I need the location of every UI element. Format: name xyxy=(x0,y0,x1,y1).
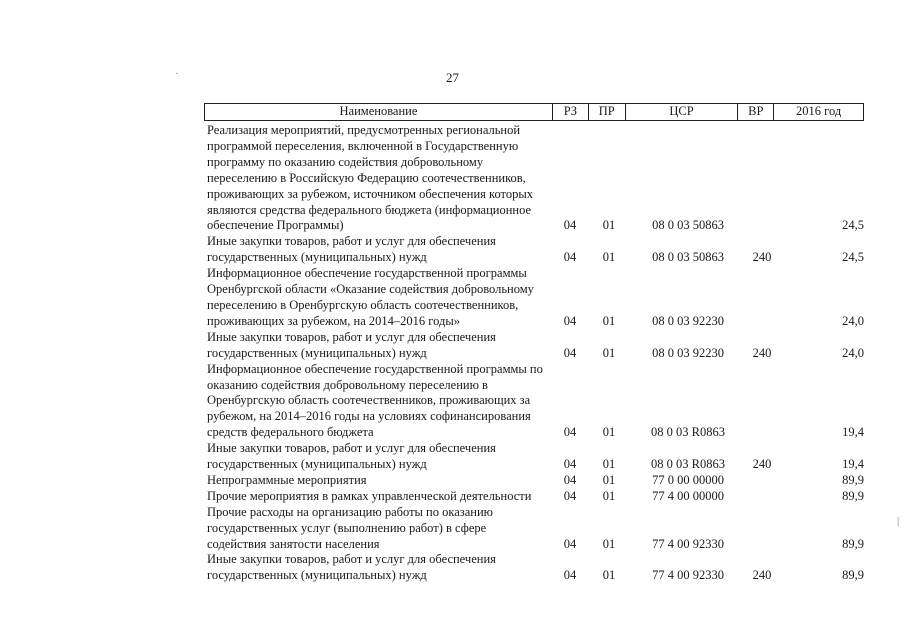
row-name xyxy=(204,552,556,584)
row-rz: 04 xyxy=(563,488,577,503)
row-name xyxy=(204,362,556,442)
row-pr: 01 xyxy=(602,568,616,583)
row-csr: 08 0 03 50863 xyxy=(652,250,724,265)
row-name-line: государственных (муниципальных) нужд xyxy=(207,568,427,583)
table-row xyxy=(204,330,864,362)
row-rz: 04 xyxy=(563,345,577,360)
row-name-line: Информационное обеспечение государственной программы xyxy=(207,266,527,281)
row-amount: 19,4 xyxy=(842,425,864,440)
row-csr: 08 0 03 50863 xyxy=(652,218,724,233)
row-amount: 89,9 xyxy=(842,472,864,487)
table-row xyxy=(204,266,864,330)
table-header xyxy=(204,103,864,121)
row-rz: 04 xyxy=(563,472,577,487)
row-pr: 01 xyxy=(602,345,616,360)
row-rz: 04 xyxy=(563,536,577,551)
table-row xyxy=(204,473,864,489)
row-vr: 240 xyxy=(752,457,772,472)
table-row xyxy=(204,123,864,234)
row-name-line: переселению в Российскую Федерацию соотечественников, xyxy=(207,170,526,185)
row-pr: 01 xyxy=(602,250,616,265)
row-name-line: обеспечение Программы) xyxy=(207,218,344,233)
row-name-line: программой переселения, включенной в Государственную xyxy=(207,138,519,153)
table-row xyxy=(204,489,864,505)
row-name-line: Иные закупки товаров, работ и услуг для обеспечения xyxy=(207,329,496,344)
row-name-line: Оренбургской области «Оказание содействия добровольному xyxy=(207,282,534,297)
row-name-line: Прочие расходы на организацию работы по оказанию xyxy=(207,504,494,519)
row-name-line: оказанию содействия добровольному переселению в xyxy=(207,377,488,392)
row-csr: 08 0 03 R0863 xyxy=(651,425,725,440)
row-name-line: государственных (муниципальных) нужд xyxy=(207,345,427,360)
row-rz: 04 xyxy=(563,250,577,265)
row-csr: 77 4 00 92330 xyxy=(652,536,724,551)
row-vr: 240 xyxy=(752,568,772,583)
row-pr: 01 xyxy=(602,488,616,503)
row-name-line: рубежом, на 2014–2016 годы на условиях софинансирования xyxy=(207,409,531,424)
table-body xyxy=(204,123,864,584)
row-name-line: содействия занятости населения xyxy=(207,536,380,551)
header-name: Наименование xyxy=(205,104,553,120)
table-row xyxy=(204,234,864,266)
row-amount: 89,9 xyxy=(842,568,864,583)
budget-table xyxy=(204,103,864,584)
row-name-line: проживающих за рубежом, источником обеспечения которых xyxy=(207,186,533,201)
row-pr: 01 xyxy=(602,313,616,328)
row-name-line: государственных (муниципальных) нужд xyxy=(207,457,427,472)
row-name xyxy=(204,330,556,362)
row-name-line: Непрограммные мероприятия xyxy=(207,472,367,487)
header-rz: РЗ xyxy=(553,104,589,120)
row-name-line: являются средства федерального бюджета (информационное xyxy=(207,202,532,217)
row-name-line: средств федерального бюджета xyxy=(207,425,374,440)
scan-mark: · xyxy=(175,68,179,80)
row-rz: 04 xyxy=(563,425,577,440)
row-name-line: Иные закупки товаров, работ и услуг для обеспечения xyxy=(207,552,496,567)
row-name-line: Реализация мероприятий, предусмотренных региональной xyxy=(207,123,521,137)
header-vr: ВР xyxy=(738,104,774,120)
row-name-line: Информационное обеспечение государственной программы по xyxy=(207,361,543,376)
row-pr: 01 xyxy=(602,472,616,487)
row-vr: 240 xyxy=(752,345,772,360)
row-name xyxy=(204,489,556,505)
table-row xyxy=(204,362,864,442)
row-csr: 77 4 00 92330 xyxy=(652,568,724,583)
row-name-line: программу по оказанию содействия добровольному xyxy=(207,154,484,169)
row-name-line: Оренбургскую область соотечественников, проживающих за xyxy=(207,393,531,408)
header-year: 2016 год xyxy=(796,104,842,118)
row-name xyxy=(204,505,556,553)
table-row xyxy=(204,552,864,584)
row-rz: 04 xyxy=(563,313,577,328)
header-pr: ПР xyxy=(589,104,626,120)
table-row xyxy=(204,505,864,553)
row-name-line: Иные закупки товаров, работ и услуг для обеспечения xyxy=(207,441,496,456)
row-name-line: Иные закупки товаров, работ и услуг для обеспечения xyxy=(207,234,496,249)
row-name xyxy=(204,441,556,473)
row-csr: 08 0 03 92230 xyxy=(652,345,724,360)
row-name xyxy=(204,473,556,489)
row-name-line: государственных (муниципальных) нужд xyxy=(207,250,427,265)
row-name xyxy=(204,234,556,266)
row-amount: 89,9 xyxy=(842,536,864,551)
row-rz: 04 xyxy=(563,568,577,583)
row-pr: 01 xyxy=(602,425,616,440)
row-csr: 77 4 00 00000 xyxy=(652,488,724,503)
row-csr: 77 0 00 00000 xyxy=(652,472,724,487)
row-name-line: проживающих за рубежом, на 2014–2016 годы» xyxy=(207,313,460,328)
row-name-line: переселению в Оренбургскую область соотечественников, xyxy=(207,297,519,312)
row-rz: 04 xyxy=(563,457,577,472)
row-pr: 01 xyxy=(602,218,616,233)
row-name xyxy=(204,266,556,330)
row-csr: 08 0 03 92230 xyxy=(652,313,724,328)
header-csr: ЦСР xyxy=(626,104,739,120)
row-amount: 24,0 xyxy=(842,345,864,360)
row-name-line: государственных услуг (выполнению работ) в сфере xyxy=(207,520,487,535)
row-name xyxy=(204,123,556,234)
row-amount: 24,5 xyxy=(842,250,864,265)
row-amount: 89,9 xyxy=(842,488,864,503)
row-amount: 24,0 xyxy=(842,313,864,328)
row-csr: 08 0 03 R0863 xyxy=(651,457,725,472)
row-vr: 240 xyxy=(752,250,772,265)
page-number: 27 xyxy=(446,70,459,85)
row-pr: 01 xyxy=(602,457,616,472)
row-name-line: Прочие мероприятия в рамках управленческой деятельности xyxy=(207,488,532,503)
row-rz: 04 xyxy=(563,218,577,233)
table-row xyxy=(204,441,864,473)
row-amount: 19,4 xyxy=(842,457,864,472)
scan-mark: | xyxy=(897,515,900,527)
row-amount: 24,5 xyxy=(842,218,864,233)
row-pr: 01 xyxy=(602,536,616,551)
